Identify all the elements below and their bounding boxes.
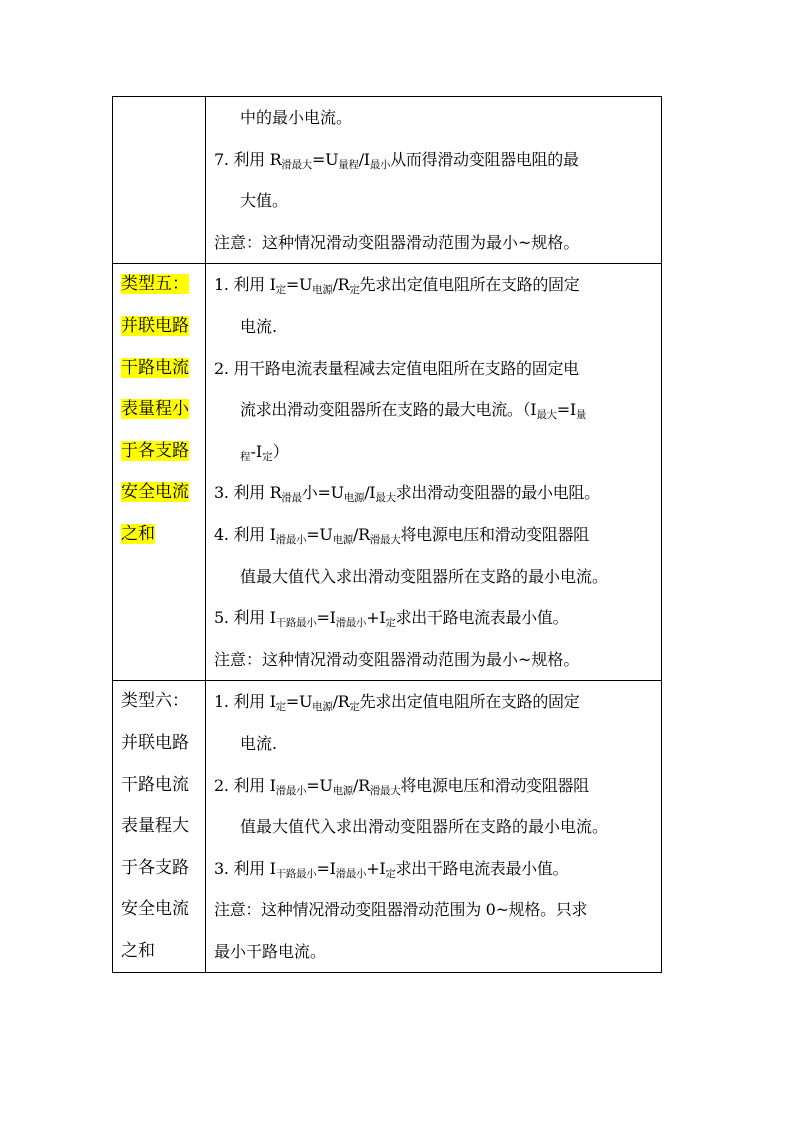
method-text: =U <box>306 524 333 544</box>
subscript-text: 干路最小 <box>275 617 317 630</box>
subscript-text: 滑最小 <box>275 784 307 797</box>
method-text: 3. 利用 R <box>214 483 282 503</box>
type-label-line <box>121 264 205 306</box>
method-text: 将电源电压和滑动变阻器阻 <box>400 524 589 544</box>
type-label-line <box>121 514 205 556</box>
subscript-text: 滑最小 <box>275 533 307 546</box>
method-line <box>214 723 661 765</box>
type-label-text: 表量程小 <box>121 399 189 420</box>
method-line <box>214 97 661 139</box>
type-label-line <box>121 472 205 514</box>
subscript-text: 电源 <box>312 284 333 297</box>
method-line <box>214 431 661 473</box>
subscript-text: 电源 <box>332 533 353 546</box>
method-text: 大值。 <box>240 191 289 211</box>
method-text: /I <box>364 483 376 503</box>
method-text: =I <box>556 400 576 420</box>
type-label-text: 类型五： <box>121 274 189 295</box>
method-text: 求出滑动变阻器的最小电阻。 <box>395 483 600 503</box>
subscript-text: 最大 <box>375 492 396 505</box>
method-line <box>214 848 661 890</box>
method-text: 7. 利用 R <box>214 149 282 169</box>
type-label-text: 类型六： <box>121 691 189 712</box>
method-text: =U <box>306 775 333 795</box>
method-text: =I <box>316 858 336 878</box>
method-text: 4. 利用 I <box>214 524 276 544</box>
method-text: 先求出定值电阻所在支路的固定 <box>359 275 580 295</box>
type-label-text: 并联电路 <box>121 732 189 753</box>
method-line <box>214 681 661 723</box>
method-text: 先求出定值电阻所在支路的固定 <box>359 692 580 712</box>
subscript-text: 量 <box>575 409 587 422</box>
type-cell <box>113 97 206 264</box>
method-line <box>214 639 661 681</box>
type-label-text: 于各支路 <box>121 440 189 461</box>
subscript-text: 电源 <box>343 492 365 505</box>
method-text: 小=U <box>301 483 344 503</box>
method-text: =U <box>285 275 313 295</box>
method-text: /R <box>352 524 370 544</box>
method-text: 电流. <box>240 316 278 336</box>
method-text: /I <box>358 149 370 169</box>
method-text: 1. 利用 I <box>214 692 276 712</box>
subscript-text: 定 <box>275 284 286 297</box>
method-text: =U <box>285 692 313 712</box>
method-cell <box>206 681 662 973</box>
method-text: /R <box>332 692 350 712</box>
table-row <box>113 97 662 264</box>
subscript-text: 最小 <box>369 158 391 171</box>
method-text: -I <box>250 441 263 461</box>
method-text: 2. 用干路电流表量程减去定值电阻所在支路的固定电 <box>214 358 579 378</box>
method-text: 值最大值代入求出滑动变阻器所在支路的最小电流。 <box>240 817 609 837</box>
method-cell <box>206 97 662 264</box>
type-label-text: 干路电流 <box>121 774 189 795</box>
type-label-line <box>121 765 205 807</box>
method-text: +I <box>366 608 386 628</box>
subscript-text: 定 <box>385 867 396 880</box>
type-label-line <box>121 848 205 890</box>
type-label-text: 之和 <box>121 940 155 961</box>
method-line <box>214 472 661 514</box>
method-text: 1. 利用 I <box>214 275 276 295</box>
method-text: 注意：这种情况滑动变阻器滑动范围为最小~规格。 <box>214 232 580 252</box>
method-line <box>214 931 661 973</box>
method-line <box>214 806 661 848</box>
type-cell <box>113 681 206 973</box>
method-line <box>214 139 661 181</box>
method-text: +I <box>366 858 386 878</box>
method-line <box>214 389 661 431</box>
type-label-text: 安全电流 <box>121 482 189 503</box>
method-text: 最小干路电流。 <box>214 941 327 961</box>
subscript-text: 干路最小 <box>275 867 317 880</box>
method-line <box>214 597 661 639</box>
method-text: 值最大值代入求出滑动变阻器所在支路的最小电流。 <box>240 566 609 586</box>
subscript-text: 定 <box>349 284 360 297</box>
method-text: =I <box>316 608 336 628</box>
type-label-line <box>121 431 205 473</box>
table-row <box>113 681 662 973</box>
subscript-text: 电源 <box>312 701 333 714</box>
method-text: 从而得滑动变阻器电阻的最 <box>390 149 579 169</box>
method-line <box>214 556 661 598</box>
method-line <box>214 514 661 556</box>
method-text: 流求出滑动变阻器所在支路的最大电流。（I <box>240 400 537 420</box>
method-line <box>214 348 661 390</box>
method-text: 求出干路电流表最小值。 <box>395 608 569 628</box>
subscript-text: 定 <box>349 701 360 714</box>
subscript-text: 电源 <box>332 784 353 797</box>
method-text: /R <box>352 775 370 795</box>
method-line <box>214 222 661 264</box>
type-label-text: 于各支路 <box>121 857 189 878</box>
table-row <box>113 264 662 681</box>
method-text: 3. 利用 I <box>214 858 276 878</box>
method-line <box>214 889 661 931</box>
method-text: 注意：这种情况滑动变阻器滑动范围为最小~规格。 <box>214 649 580 669</box>
method-line <box>214 306 661 348</box>
subscript-text: 定 <box>262 450 273 463</box>
method-text: /R <box>332 275 350 295</box>
type-label-line <box>121 306 205 348</box>
subscript-text: 程 <box>240 450 251 463</box>
type-label <box>113 264 205 555</box>
method-text: 注意：这种情况滑动变阻器滑动范围为 0~规格。只求 <box>214 900 588 920</box>
type-label-text: 表量程大 <box>121 816 189 837</box>
method-text: 求出干路电流表最小值。 <box>395 858 569 878</box>
subscript-text: 定 <box>275 701 286 714</box>
subscript-text: 滑最小 <box>335 867 367 880</box>
method-text: ） <box>272 441 289 461</box>
type-label-line <box>121 348 205 390</box>
method-text: =U <box>312 149 339 169</box>
type-label-line <box>121 931 205 973</box>
type-label-text: 安全电流 <box>121 899 189 920</box>
subscript-text: 定 <box>385 617 396 630</box>
subscript-text: 滑最大 <box>369 784 401 797</box>
type-label-text: 干路电流 <box>121 357 189 378</box>
subscript-text: 滑最大 <box>281 158 312 171</box>
method-text: 5. 利用 I <box>214 608 276 628</box>
type-label-line <box>121 681 205 723</box>
method-line <box>214 264 661 306</box>
subscript-text: 滑最大 <box>369 533 401 546</box>
method-table <box>112 96 662 973</box>
table-body <box>113 97 662 973</box>
subscript-text: 最大 <box>536 409 557 422</box>
method-text: 中的最小电流。 <box>240 108 353 127</box>
type-cell <box>113 264 206 681</box>
type-label <box>113 681 205 972</box>
method-text: 2. 利用 I <box>214 775 276 795</box>
method-cell <box>206 264 662 681</box>
type-label-line <box>121 806 205 848</box>
type-label-text: 之和 <box>121 523 155 544</box>
subscript-text: 量程 <box>338 158 359 171</box>
subscript-text: 滑最小 <box>335 617 367 630</box>
type-label-line <box>121 723 205 765</box>
method-line <box>214 180 661 222</box>
type-label-line <box>121 889 205 931</box>
method-line <box>214 765 661 807</box>
subscript-text: 滑最 <box>281 492 302 505</box>
method-text: 将电源电压和滑动变阻器阻 <box>400 775 589 795</box>
type-label-text: 并联电路 <box>121 315 189 336</box>
method-text: 电流. <box>240 733 278 753</box>
type-label-line <box>121 389 205 431</box>
